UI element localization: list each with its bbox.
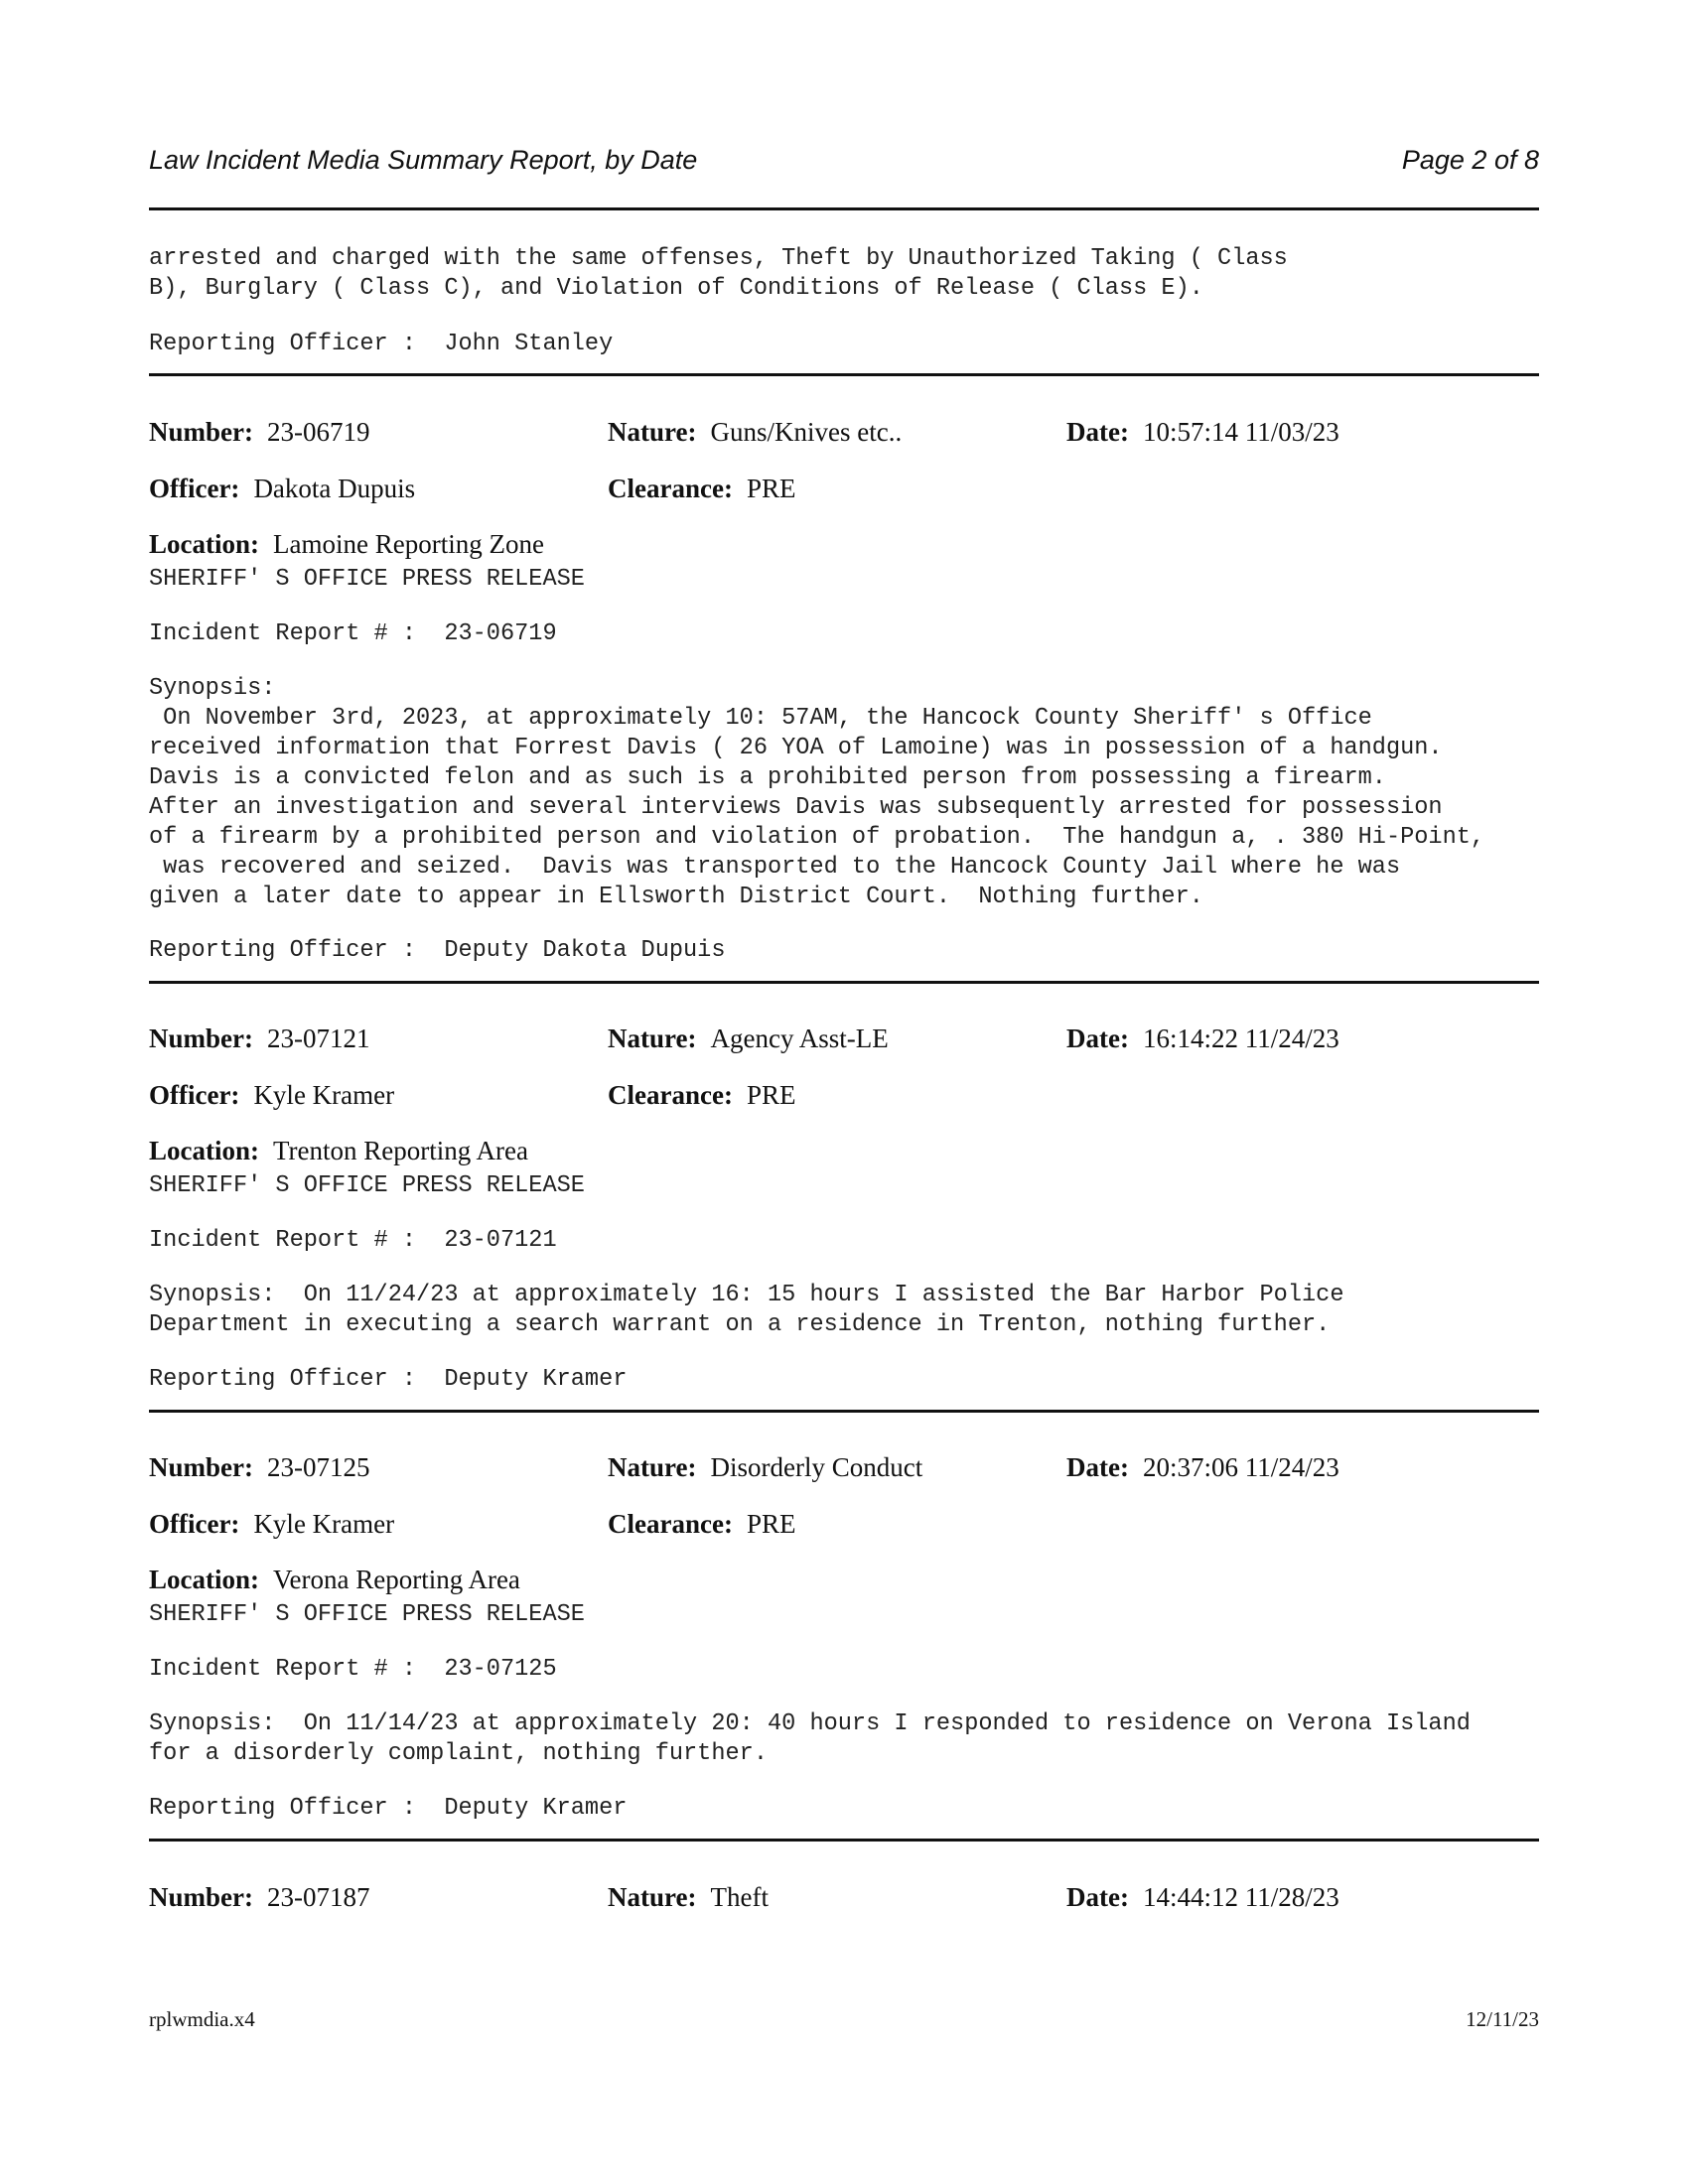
incident-divider	[149, 1410, 1539, 1413]
incident-date: 10:57:14 11/03/23	[1142, 417, 1339, 447]
footer-report-code: rplwmdia.x4	[149, 2007, 255, 2031]
incident-location: Lamoine Reporting Zone	[273, 529, 544, 559]
number-field	[149, 417, 369, 448]
clearance-field	[608, 1509, 795, 1540]
number-label: Number:	[149, 1882, 253, 1912]
press-release-line: SHERIFF' S OFFICE PRESS RELEASE	[149, 566, 585, 593]
incident-number: 23-06719	[266, 417, 370, 447]
incident-date: 20:37:06 11/24/23	[1142, 1452, 1339, 1482]
header-divider	[149, 207, 1539, 210]
reporting-officer: Reporting Officer : John Stanley	[149, 331, 614, 357]
footer-print-date: 12/11/23	[1466, 2007, 1539, 2031]
number-label: Number:	[149, 1452, 253, 1482]
nature-field	[608, 417, 902, 448]
location-label: Location:	[149, 1136, 259, 1165]
reporting-officer: Reporting Officer : Deputy Dakota Dupuis	[149, 937, 726, 964]
page-number: Page 2 of 8	[1401, 145, 1539, 175]
clearance-label: Clearance:	[608, 474, 733, 503]
date-label: Date:	[1066, 417, 1129, 447]
date-field	[1066, 1024, 1339, 1054]
nature-label: Nature:	[608, 1024, 697, 1053]
clearance-field	[608, 474, 795, 504]
incident-clearance: PRE	[746, 474, 796, 503]
incident-divider	[149, 1839, 1539, 1842]
press-release-line: SHERIFF' S OFFICE PRESS RELEASE	[149, 1172, 585, 1199]
location-field	[149, 1565, 520, 1595]
nature-field	[608, 1882, 769, 1913]
location-label: Location:	[149, 529, 259, 559]
incident-divider	[149, 373, 1539, 376]
incident-officer: Kyle Kramer	[253, 1080, 395, 1110]
incident-number: 23-07187	[266, 1882, 370, 1912]
incident-clearance: PRE	[746, 1080, 796, 1110]
date-label: Date:	[1066, 1882, 1129, 1912]
number-label: Number:	[149, 1024, 253, 1053]
incident-nature: Agency Asst-LE	[710, 1024, 889, 1053]
incident-report-line: Incident Report # : 23-07125	[149, 1656, 557, 1683]
incident-officer: Dakota Dupuis	[253, 474, 416, 503]
incident-date: 16:14:22 11/24/23	[1142, 1024, 1339, 1053]
officer-label: Officer:	[149, 1509, 240, 1539]
incident-date: 14:44:12 11/28/23	[1142, 1882, 1339, 1912]
officer-field	[149, 474, 415, 504]
incident-location: Trenton Reporting Area	[273, 1136, 528, 1165]
synopsis: Synopsis: On 11/14/23 at approximately 20: 40 hours I responded to residence on Verona Island for a disorderly complaint, nothing further.	[149, 1710, 1471, 1767]
date-field	[1066, 417, 1339, 448]
officer-label: Officer:	[149, 1080, 240, 1110]
date-field	[1066, 1882, 1339, 1913]
incident-officer: Kyle Kramer	[253, 1509, 395, 1539]
officer-field	[149, 1509, 394, 1540]
nature-label: Nature:	[608, 1882, 697, 1912]
date-label: Date:	[1066, 1452, 1129, 1482]
clearance-label: Clearance:	[608, 1509, 733, 1539]
date-label: Date:	[1066, 1024, 1129, 1053]
date-field	[1066, 1452, 1339, 1483]
clearance-label: Clearance:	[608, 1080, 733, 1110]
incident-location: Verona Reporting Area	[273, 1565, 520, 1594]
location-field	[149, 1136, 528, 1166]
reporting-officer: Reporting Officer : Deputy Kramer	[149, 1366, 628, 1393]
synopsis: Synopsis: On 11/24/23 at approximately 16: 15 hours I assisted the Bar Harbor Police Department in executing a search warrant on a residence in Trenton, nothing further.	[149, 1282, 1344, 1338]
number-field	[149, 1882, 369, 1913]
reporting-officer: Reporting Officer : Deputy Kramer	[149, 1795, 628, 1822]
incident-clearance: PRE	[746, 1509, 796, 1539]
number-field	[149, 1452, 369, 1483]
incident-number: 23-07121	[266, 1024, 370, 1053]
officer-label: Officer:	[149, 474, 240, 503]
nature-field	[608, 1452, 922, 1483]
continued-synopsis: arrested and charged with the same offenses, Theft by Unauthorized Taking ( Class B), Burglary ( Class C), and Violation of Conditions of Release ( Class E).	[149, 245, 1288, 302]
incident-report-line: Incident Report # : 23-07121	[149, 1227, 557, 1254]
officer-field	[149, 1080, 394, 1111]
incident-divider	[149, 981, 1539, 984]
incident-nature: Theft	[710, 1882, 769, 1912]
incident-nature: Guns/Knives etc..	[710, 417, 903, 447]
location-label: Location:	[149, 1565, 259, 1594]
clearance-field	[608, 1080, 795, 1111]
nature-field	[608, 1024, 889, 1054]
location-field	[149, 529, 544, 560]
number-field	[149, 1024, 369, 1054]
number-label: Number:	[149, 417, 253, 447]
incident-report-line: Incident Report # : 23-06719	[149, 620, 557, 647]
incident-nature: Disorderly Conduct	[710, 1452, 923, 1482]
nature-label: Nature:	[608, 417, 697, 447]
synopsis: Synopsis: On November 3rd, 2023, at approximately 10: 57AM, the Hancock County Sheriff' s Office received information that Forrest Davis ( 26 YOA of Lamoine) was in possession of a handgun. Davis is a convicted felon and as such is a prohibited person from possessing a firearm. After an investigation and several interviews Davis was subsequently arrested for possession of a firearm by a prohibited person and violation of probation. The handgun a, . 380 Hi-Point, was recovered and seized. Davis was transported to the Hancock County Jail where he was given a later date to appear in Ellsworth District Court. Nothing further.	[149, 675, 1485, 910]
nature-label: Nature:	[608, 1452, 697, 1482]
incident-number: 23-07125	[266, 1452, 370, 1482]
press-release-line: SHERIFF' S OFFICE PRESS RELEASE	[149, 1601, 585, 1628]
report-title: Law Incident Media Summary Report, by Date	[149, 145, 698, 175]
